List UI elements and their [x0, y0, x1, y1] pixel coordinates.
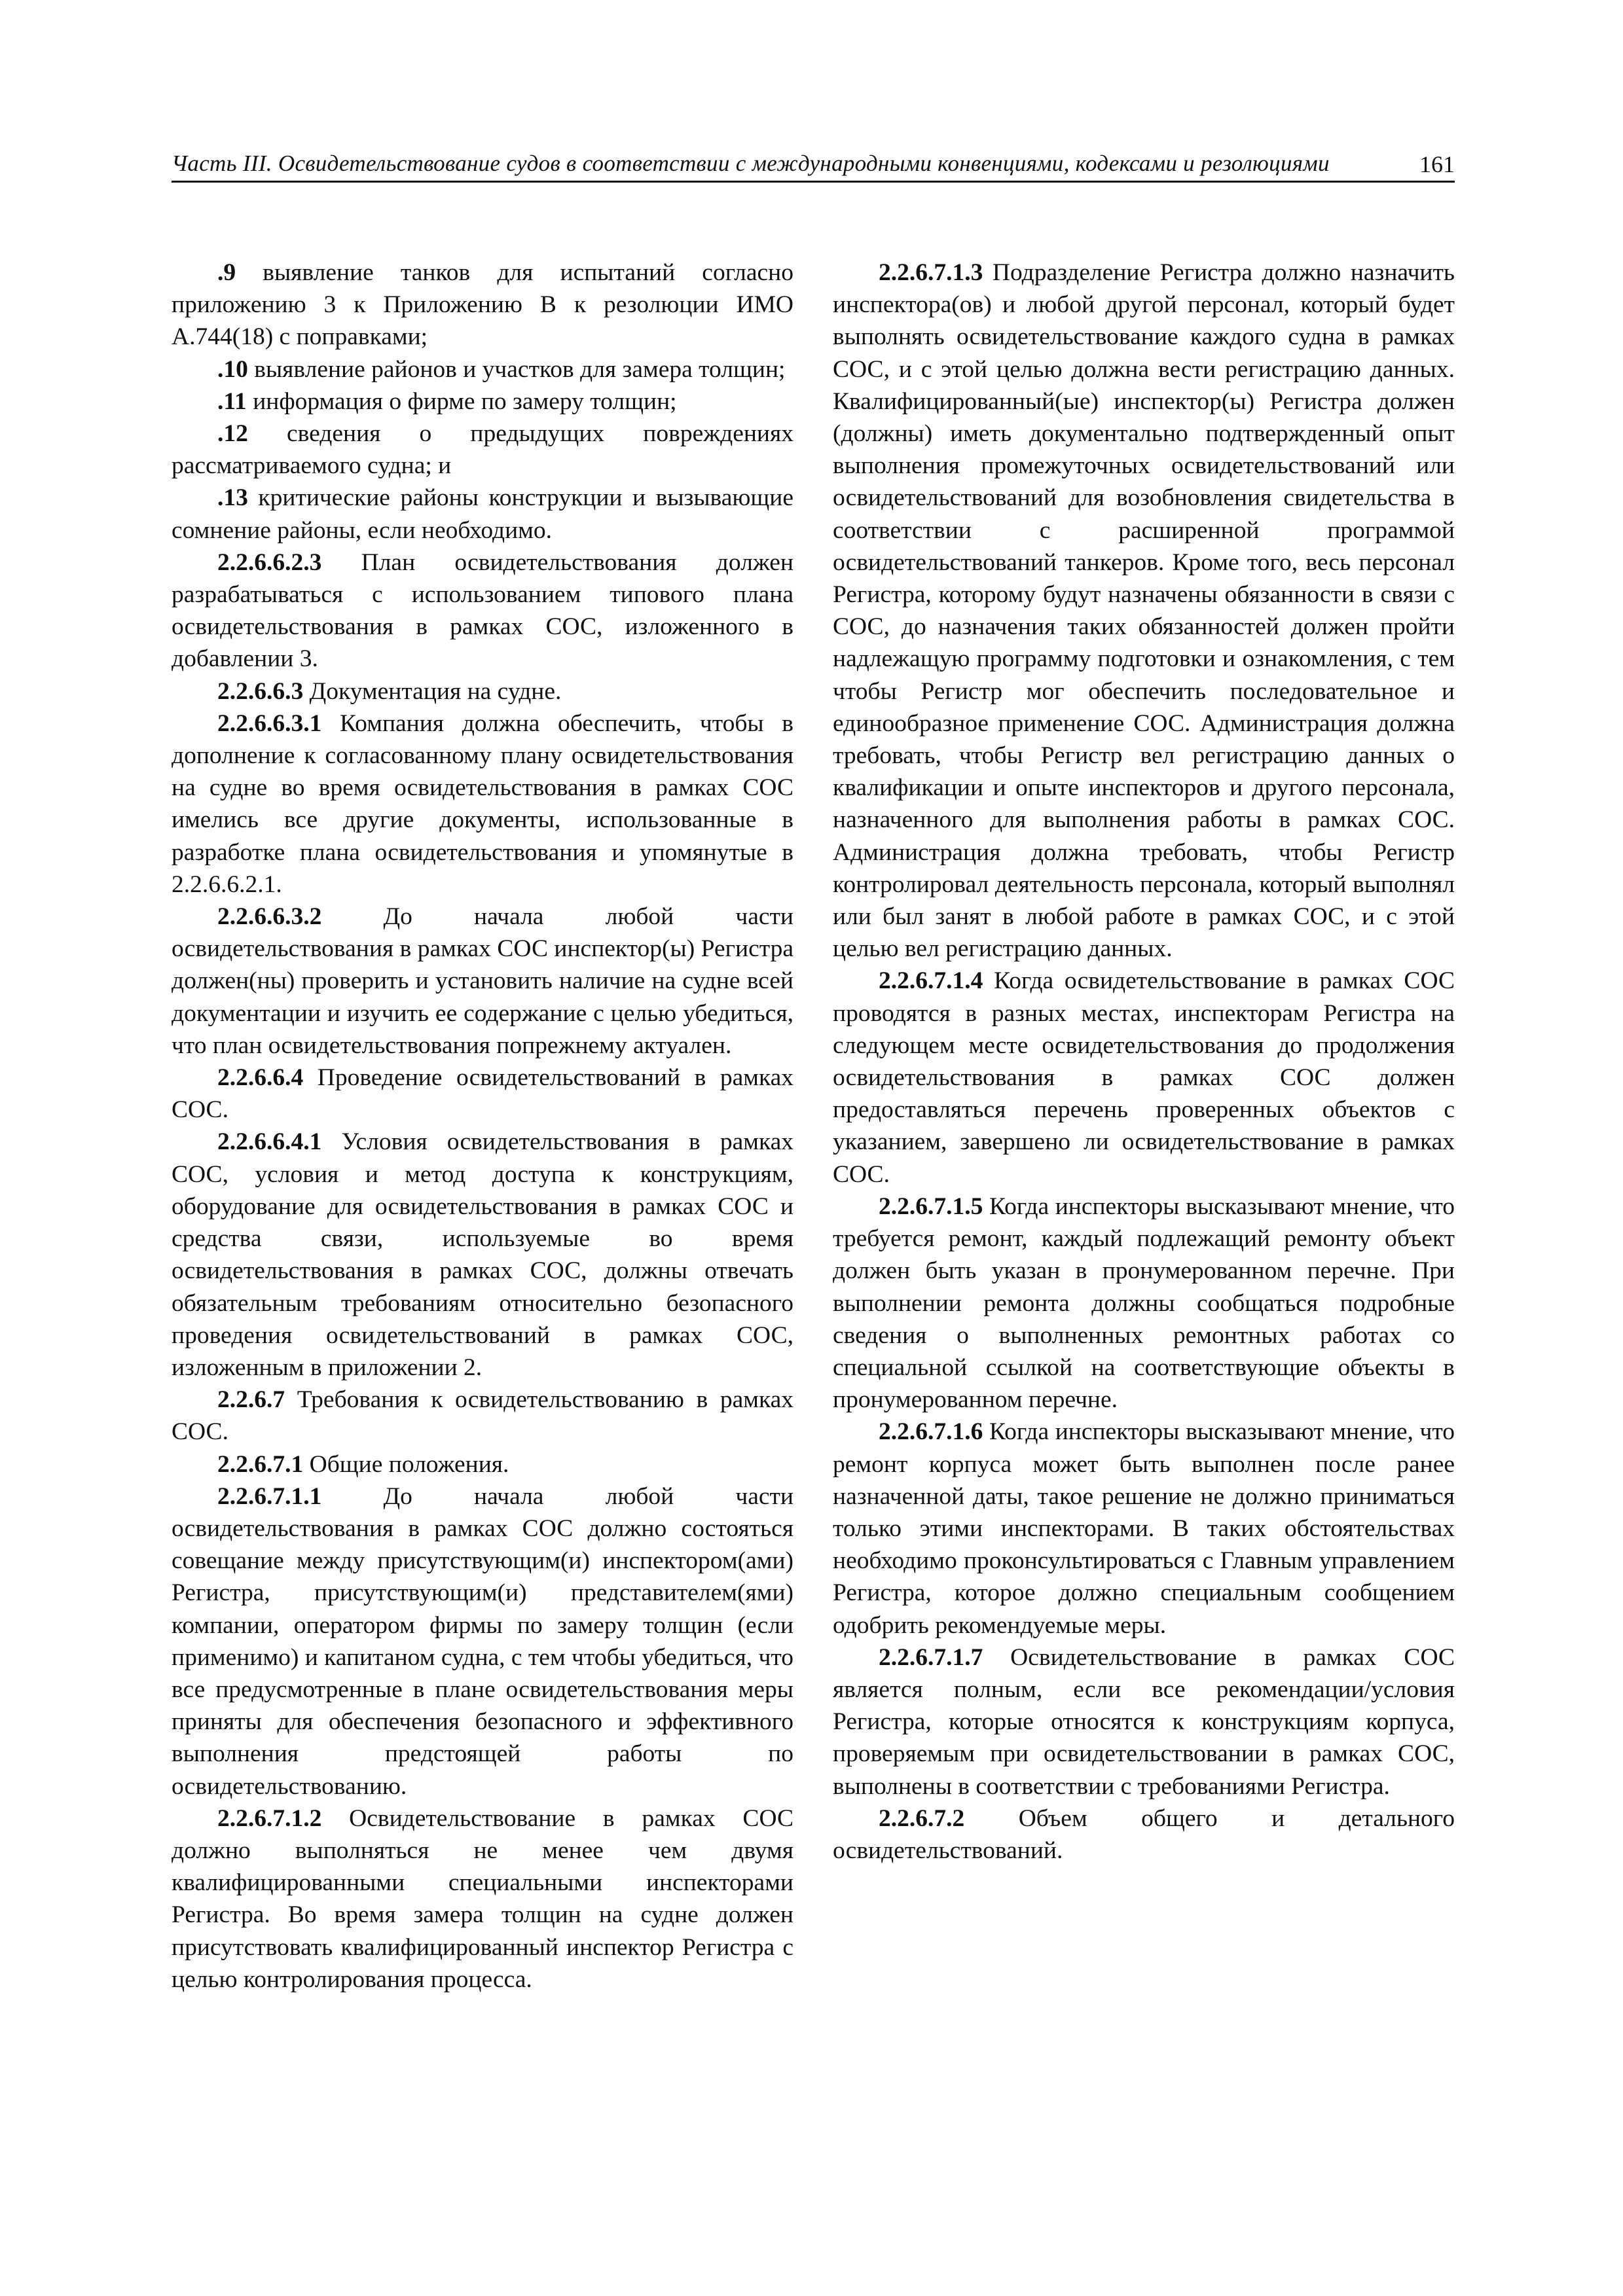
- paragraph: [833, 1416, 1455, 1641]
- clause-text: Освидетельствование в рамках СОС должно выполняться не менее чем двумя квалифицированными специальными инспекторами Регистра. Во время замера толщин на судне должен присутствовать квалифицированный инспектор Регистра с целью контролирования процесса.: [172, 1804, 793, 1993]
- clause-number: .12: [217, 420, 248, 448]
- clause-text: Когда инспекторы высказывают мнение, что требуется ремонт, каждый подлежащий ремонту объект должен быть указан в пронумерованном перечне. При выполнении ремонта должны сообщаться подробные сведения о выполненных ремонтных работах со специальной ссылкой на соответствующие объекты в пронумерованном перечне.: [833, 1193, 1455, 1414]
- clause-text: информация о фирме по замеру толщин;: [246, 387, 677, 415]
- clause-text: Когда инспекторы высказывают мнение, что ремонт корпуса может быть выполнен после ранее назначенной даты, такое решение не должно приниматься только этими инспекторами. В таких обстоятельствах необходимо проконсультироваться с Главным управлением Регистра, которое должно специальным сообщением одобрить рекомендуемые меры.: [833, 1418, 1455, 1639]
- paragraph: [833, 965, 1455, 1190]
- running-header: [172, 148, 1455, 183]
- clause-text: До начала любой части освидетельствования в рамках СОС должно состояться совещание между присутствующим(и) инспектором(ами) Регистра, присутствующим(и) представителем(ями) компании, оператором фирмы по замеру толщин (если применимо) и капитаном судна, с тем чтобы убедиться, что все предусмотренные в плане освидетельствования меры приняты для обеспечения безопасного и эффективного выполнения предстоящей работы по освидетельствованию.: [172, 1482, 793, 1800]
- paragraph: [172, 708, 793, 901]
- clause-number: 2.2.6.6.4.1: [217, 1128, 322, 1156]
- paragraph: [833, 1641, 1455, 1803]
- clause-text: Условия освидетельствования в рамках СОС, условия и метод доступа к конструкциям, оборудование для освидетельствования в рамках СОС и средства связи, используемые во время освидетельствования в рамках СОС, должны отвечать обязательным требованиям относительно безопасного проведения освидетельствований в рамках СОС, изложенным в приложении 2.: [172, 1128, 793, 1381]
- paragraph: [172, 1448, 793, 1480]
- clause-number: 2.2.6.7: [217, 1386, 285, 1414]
- clause-text: Компания должна обеспечить, чтобы в дополнение к согласованному плану освидетельствования на судне во время освидетельствования в рамках СОС имелись все другие документы, использованные в разработке плана освидетельствования и упомянутые в 2.2.6.6.2.1.: [172, 709, 793, 898]
- clause-text: Освидетельствование в рамках СОС является полным, если все рекомендации/условия Регистра, которые относятся к конструкциям корпуса, проверяемым при освидетельствовании в рамках СОС, выполнены в соответствии с требованиями Регистра.: [833, 1643, 1455, 1800]
- clause-text: До начала любой части освидетельствования в рамках СОС инспектор(ы) Регистра должен(ны) проверить и установить наличие на судне всей документации и изучить ее содержание с целью убедиться, что план освидетельствования попрежнему актуален.: [172, 903, 793, 1059]
- paragraph: [172, 482, 793, 546]
- clause-number: 2.2.6.7.1.6: [879, 1418, 983, 1446]
- clause-text: выявление районов и участков для замера толщин;: [247, 355, 786, 383]
- clause-text: Документация на судне.: [303, 677, 562, 705]
- clause-number: 2.2.6.6.3.1: [217, 709, 322, 737]
- clause-text: Проведение освидетельствований в рамках СОС.: [172, 1064, 793, 1124]
- clause-number: .11: [217, 387, 247, 415]
- clause-text: Когда освидетельствование в рамках СОС проводятся в разных местах, инспекторам Регистра на следующем месте освидетельствования до продолжения освидетельствования в рамках СОС должен предоставляться перечень проверенных объектов с указанием, завершено ли освидетельствование в рамках СОС.: [833, 967, 1455, 1188]
- clause-text: сведения о предыдущих повреждениях рассматриваемого судна; и: [172, 420, 793, 480]
- paragraph: [833, 257, 1455, 965]
- paragraph: [172, 675, 793, 708]
- clause-text: Общие положения.: [303, 1450, 509, 1478]
- paragraph: [172, 1126, 793, 1384]
- paragraph: [172, 1480, 793, 1803]
- clause-number: 2.2.6.6.3: [217, 677, 304, 705]
- paragraph: [172, 257, 793, 353]
- clause-number: 2.2.6.7.1.4: [879, 967, 983, 995]
- page-number: 161: [1419, 151, 1455, 177]
- paragraph: [172, 386, 793, 418]
- right-column: [833, 257, 1455, 1867]
- header-title: Часть III. Освидетельствование судов в соответствии с международными конвенциями, кодексами и резолюциями: [172, 151, 1330, 176]
- paragraph: [833, 1803, 1455, 1867]
- left-column: [172, 257, 793, 1996]
- clause-text: План освидетельствования должен разрабатываться с использованием типового плана освидетельствования в рамках СОС, изложенного в добавлении 3.: [172, 548, 793, 673]
- clause-number: 2.2.6.6.4: [217, 1064, 304, 1092]
- clause-number: 2.2.6.7.1.1: [217, 1482, 322, 1510]
- paragraph: [172, 418, 793, 482]
- clause-number: 2.2.6.7.1: [217, 1450, 304, 1478]
- clause-number: .13: [217, 484, 248, 512]
- clause-number: 2.2.6.6.3.2: [217, 903, 322, 931]
- clause-number: .10: [217, 355, 248, 383]
- clause-text: Требования к освидетельствованию в рамках СОС.: [172, 1386, 793, 1446]
- clause-number: 2.2.6.7.2: [879, 1804, 965, 1832]
- clause-number: 2.2.6.7.1.5: [879, 1193, 983, 1220]
- paragraph: [172, 901, 793, 1062]
- clause-number: .9: [217, 259, 236, 286]
- clause-number: 2.2.6.7.1.2: [217, 1804, 322, 1832]
- clause-number: 2.2.6.7.1.3: [879, 259, 983, 286]
- paragraph: [172, 547, 793, 675]
- clause-number: 2.2.6.7.1.7: [879, 1643, 983, 1671]
- paragraph: [172, 353, 793, 386]
- paragraph: [833, 1191, 1455, 1416]
- paragraph: [172, 1384, 793, 1448]
- paragraph: [172, 1803, 793, 1996]
- clause-text: критические районы конструкции и вызывающие сомнение районы, если необходимо.: [172, 484, 793, 544]
- clause-text: Объем общего и детального освидетельствований.: [833, 1804, 1455, 1864]
- paragraph: [172, 1062, 793, 1126]
- clause-text: выявление танков для испытаний согласно приложению 3 к Приложению В к резолюции ИМО А.744(18) с поправками;: [172, 259, 793, 351]
- clause-text: Подразделение Регистра должно назначить инспектора(ов) и любой другой персонал, который будет выполнять освидетельствование каждого судна в рамках СОС, и с этой целью должна вести регистрацию данных. Квалифицированный(ые) инспектор(ы) Регистра должен (должны) иметь документально подтвержденный опыт выполнения промежуточных освидетельствований или освидетельствований для возобновления свидетельства в соответствии с расширенной программой освидетельствований танкеров. Кроме того, весь персонал Регистра, которому будут назначены обязанности в связи с СОС, до назначения таких обязанностей должен пройти надлежащую программу подготовки и ознакомления, с тем чтобы Регистр мог обеспечить последовательное и единообразное применение СОС. Администрация должна требовать, чтобы Регистр вел регистрацию данных о квалификации и опыте инспекторов и другого персонала, назначенного для выполнения работы в рамках СОС. Администрация должна требовать, чтобы Регистр контролировал деятельность персонала, который выполнял или был занят в любой работе в рамках СОС, и с этой целью вел регистрацию данных.: [833, 259, 1455, 963]
- clause-number: 2.2.6.6.2.3: [217, 548, 322, 576]
